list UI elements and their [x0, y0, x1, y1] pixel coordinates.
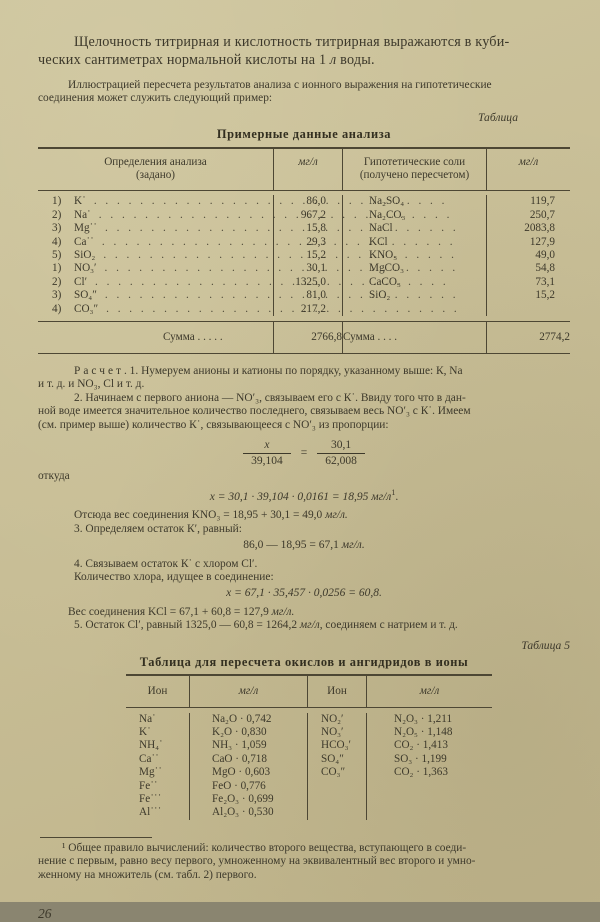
- note-line-2: соединения может служить следующий пример:: [38, 92, 273, 104]
- conversion-formula: FeO · 0,776: [189, 780, 307, 793]
- row-number: 1): [52, 262, 62, 275]
- kcl-weight-line: Вес соединения KCl = 67,1 + 60,8 = 127,9 мг/л.: [68, 605, 295, 618]
- dot-leader: [94, 236, 466, 249]
- ion-label: CO₃″: [74, 302, 99, 315]
- intro-line-1: Щелочность титрирная и кислотность титрирная выражаются в куби-: [74, 34, 510, 50]
- equation-chlorine: x = 67,1 · 35,457 · 0,0256 = 60,8.: [226, 587, 382, 600]
- analysis-table: [38, 147, 570, 354]
- mg-value: 29,3: [273, 236, 342, 249]
- sum-label-right: Сумма . . . .: [342, 322, 486, 353]
- ion-label: HCO₃′: [307, 739, 366, 752]
- otkuda-line: откуда: [38, 469, 70, 482]
- mg-value: 217,2: [273, 303, 342, 316]
- fraction-right: $\frac{30,1}{62,008}$: [317, 439, 365, 469]
- table2-header-mgl-2: мг/л: [366, 676, 492, 707]
- unit-liter: л: [330, 51, 337, 68]
- conversion-formula: CO₂ · 1,363: [366, 766, 492, 779]
- row-number: 4): [52, 302, 62, 315]
- salt-mg-value: 119,7: [486, 195, 570, 208]
- footnote-reference: 1: [391, 488, 396, 498]
- conversion-formula: Na₂O · 0,742: [189, 713, 307, 726]
- table1-body: [38, 191, 570, 321]
- footnote-divider: [40, 837, 152, 838]
- table-row: [38, 209, 570, 222]
- conversion-formula: K₂O · 0,830: [189, 726, 307, 739]
- ion-label: Al˙˙˙: [139, 806, 162, 819]
- salt-mg-value: [486, 303, 570, 316]
- salt-formula: Na₂SO₄: [342, 195, 486, 208]
- salt-formula: Na₂CO₃: [342, 209, 486, 222]
- conversion-formula: Fe₂O₃ · 0,699: [189, 793, 307, 806]
- conversion-formula: [366, 793, 492, 806]
- conversion-formula: SO₃ · 1,199: [366, 753, 492, 766]
- salt-mg-value: 73,1: [486, 276, 570, 289]
- conversion-formula: CO₂ · 1,413: [366, 739, 492, 752]
- sum-value-right: 2774,2: [486, 322, 570, 353]
- conversion-formula: CaO · 0,718: [189, 753, 307, 766]
- ion-label: K˙: [74, 195, 86, 208]
- table-row: [126, 806, 492, 819]
- ion-label: Fe˙˙˙: [139, 793, 162, 805]
- ion-label: NO₂′: [307, 713, 366, 726]
- proportion-equation: [38, 439, 570, 469]
- table-row: [38, 276, 570, 289]
- table1-header-salts: Гипотетические соли (получено пересчетом): [342, 149, 486, 190]
- ion-label: K˙: [139, 726, 151, 739]
- dot-leader: [97, 222, 469, 235]
- salt-formula: KCl: [342, 236, 486, 249]
- salt-mg-value: 54,8: [486, 262, 570, 275]
- ion-label: CO₃″: [307, 766, 366, 779]
- conversion-formula: [366, 806, 492, 819]
- mg-value: 86,0: [273, 195, 342, 208]
- table-row: [38, 262, 570, 275]
- ion-label: SiO₂: [74, 248, 96, 261]
- table2-header-mgl-1: мг/л: [189, 676, 307, 707]
- table2-header-ion-1: Ион: [147, 684, 168, 697]
- table1-label: Таблица: [478, 111, 518, 125]
- dot-leader: [91, 209, 463, 222]
- salt-formula: NaCl: [342, 222, 486, 235]
- dot-leader: [97, 262, 469, 275]
- conversion-table: [126, 674, 492, 828]
- salt-mg-value: 49,0: [486, 249, 570, 262]
- calculation-section: [38, 365, 570, 633]
- table-row: [38, 195, 570, 208]
- table-row: [38, 222, 570, 235]
- table2-body: [126, 708, 492, 828]
- conversion-formula: Al₂O₃ · 0,530: [189, 806, 307, 819]
- salt-mg-value: 15,2: [486, 289, 570, 302]
- footnote-line-1: ¹ Общее правило вычислений: количество второго вещества, вступающего в соеди-: [62, 841, 467, 854]
- dot-leader: [98, 303, 470, 316]
- table1-caption: Примерные данные анализа: [216, 127, 392, 142]
- table-row: [38, 303, 570, 316]
- table-row: [38, 249, 570, 262]
- page-number: 26: [38, 906, 52, 921]
- fraction-left: $\frac{x}{39,104}$: [243, 439, 291, 469]
- note-line-1: Иллюстрацией пересчета результатов анализа с ионного выражения на гипотетические: [68, 78, 492, 91]
- intro-paragraph: [38, 34, 570, 70]
- ion-label: SO₄″: [74, 289, 97, 302]
- mg-value: 967,2: [273, 209, 342, 222]
- table-row: [126, 739, 492, 752]
- table2-header-row: [126, 676, 492, 708]
- intro-line-2: ческих сантиметрах нормальной кислоты на 1 л воды.: [38, 51, 375, 68]
- dot-leader: [87, 276, 459, 289]
- ion-label: Na˙: [74, 208, 91, 221]
- salt-mg-value: 127,9: [486, 236, 570, 249]
- table1-header-definitions: Определения анализа (задано): [104, 156, 207, 182]
- row-number: 3): [52, 289, 62, 302]
- dot-leader: [97, 289, 469, 302]
- table1-header-mgl-2: мг/л: [486, 149, 570, 190]
- ion-label: Cl′: [74, 275, 88, 288]
- equation-remainder-k: 86,0 — 18,95 = 67,1 мг/л.: [243, 539, 365, 552]
- table2-label: Таблица 5: [521, 638, 570, 652]
- table-row: [38, 289, 570, 302]
- ion-label: [307, 793, 366, 806]
- calc-step2-line2: ной воде имеется значительное количество последнего, связываем весь NO′₃ с К˙. Имеем: [38, 405, 471, 418]
- row-number: 3): [52, 222, 62, 235]
- table1-header-row: [38, 149, 570, 191]
- row-number: 2): [52, 208, 62, 221]
- table-row: [126, 780, 492, 793]
- calc-step4-line2: Количество хлора, идущее в соединение:: [74, 571, 274, 584]
- kno3-weight-line: Отсюда вес соединения KNO₃ = 18,95 + 30,1 = 49,0 мг/л.: [74, 509, 348, 522]
- salt-formula: KNO₃: [342, 249, 486, 262]
- row-number: 2): [52, 275, 62, 288]
- sum-value-left: 2766,8: [273, 322, 342, 353]
- ion-label: SO₄″: [307, 753, 366, 766]
- dot-leader: [86, 195, 458, 208]
- footnote: [38, 842, 570, 882]
- salt-formula: CaCO₃: [342, 276, 486, 289]
- calc-step1-line2: и т. д. и NO₃, Cl и т. д.: [38, 378, 145, 391]
- calc-step3: 3. Определяем остаток К′, равный:: [74, 522, 242, 535]
- row-number: 4): [52, 235, 62, 248]
- table-row: [126, 713, 492, 726]
- ion-label: Mg˙˙: [139, 766, 162, 779]
- salt-formula: MgCO₃: [342, 262, 486, 275]
- illustration-note: [38, 79, 570, 106]
- row-number: 5): [52, 248, 62, 261]
- ion-label: Mg˙˙: [74, 222, 97, 235]
- mg-value: 1325,0: [273, 276, 342, 289]
- ion-label: NO₃′: [74, 262, 97, 275]
- table-row: [126, 793, 492, 806]
- salt-formula: SiO₂: [342, 289, 486, 302]
- table-row: [38, 236, 570, 249]
- ion-label: [307, 806, 366, 819]
- sum-label-left: Сумма . . . . .: [163, 330, 223, 343]
- row-number: 1): [52, 195, 62, 208]
- conversion-formula: N₂O₅ · 1,148: [366, 726, 492, 739]
- table-row: [126, 726, 492, 739]
- salt-mg-value: 2083,8: [486, 222, 570, 235]
- mg-value: 15,2: [273, 249, 342, 262]
- calc-step2-line1: 2. Начинаем с первого аниона — NO′₃, связываем его с К˙. Ввиду того что в дан-: [74, 391, 466, 404]
- ion-label: [307, 780, 366, 793]
- equals-sign: =: [300, 447, 308, 460]
- ion-label: NH₄˙: [139, 739, 163, 752]
- footnote-line-2: нение с первым, равно весу первого, умноженному на эквивалентный вес второго и умно-: [38, 855, 476, 868]
- conversion-formula: [366, 780, 492, 793]
- mg-value: 15,8: [273, 222, 342, 235]
- conversion-formula: NH₃ · 1,059: [189, 739, 307, 752]
- calc-step4-line1: 4. Связываем остаток К˙ с хлором Cl′.: [74, 557, 258, 570]
- table-row: [126, 766, 492, 779]
- dot-leader: [95, 249, 467, 262]
- ion-label: NO₃′: [307, 726, 366, 739]
- table2-caption: Таблица для пересчета окислов и ангидридов в ионы: [139, 654, 469, 669]
- table-row: [126, 753, 492, 766]
- calc-step5: 5. Остаток Cl′, равный 1325,0 — 60,8 = 1264,2 мг/л, соединяем с натрием и т. д.: [74, 619, 458, 632]
- conversion-formula: MgO · 0,603: [189, 766, 307, 779]
- sum-row: [38, 321, 570, 353]
- table2-header-ion-2: Ион: [307, 676, 366, 707]
- calc-step1-line1: Расчет. 1. Нумеруем анионы и катионы по порядку, указанному выше: К, Na: [74, 364, 463, 377]
- footnote-line-3: женному на множитель (см. табл. 2) первого.: [38, 868, 257, 881]
- mg-value: 81,0: [273, 289, 342, 302]
- ion-label: Na˙: [139, 712, 156, 725]
- salt-mg-value: 250,7: [486, 209, 570, 222]
- ion-label: Ca˙˙: [139, 752, 159, 765]
- ion-label: Fe˙˙: [139, 779, 158, 792]
- conversion-formula: N₂O₃ · 1,211: [366, 713, 492, 726]
- equation-x-result: x = 30,1 · 39,104 · 0,0161 = 18,95 мг/л$^1$.: [209, 488, 399, 503]
- mg-value: 30,1: [273, 262, 342, 275]
- calc-step2-line3: (см. пример выше) количество К˙, связывающееся с NO′₃ из пропорции:: [38, 418, 389, 431]
- ion-label: Ca˙˙: [74, 235, 94, 248]
- table1-header-mgl-1: мг/л: [273, 149, 342, 190]
